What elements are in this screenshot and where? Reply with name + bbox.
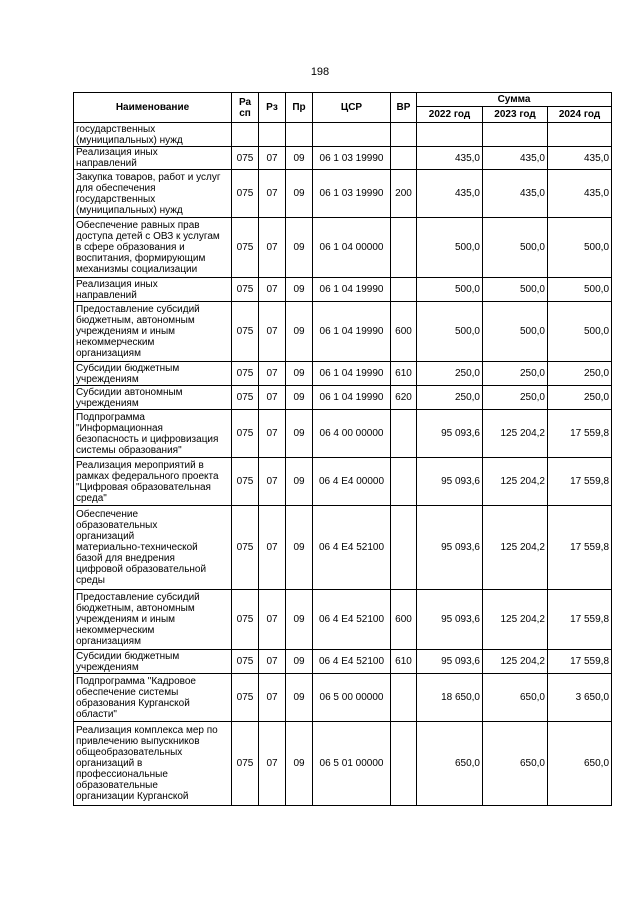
row-csr: 06 5 00 00000: [313, 674, 391, 722]
row-name: Обеспечение образовательных организаций материально-технической базой для внедрения цифровой образовательной среды: [74, 506, 232, 590]
row-name: Закупка товаров, работ и услуг для обеспечения государственных (муниципальных) нужд: [74, 170, 232, 218]
row-rz: 07: [259, 506, 286, 590]
row-rasp: 075: [232, 170, 259, 218]
row-2022: 250,0: [417, 386, 483, 410]
row-vr: [391, 123, 417, 147]
row-rasp: 075: [232, 147, 259, 170]
row-rz: 07: [259, 650, 286, 674]
header-rasp: Ра сп: [232, 93, 259, 123]
page-number: 198: [310, 66, 330, 78]
row-pr: [286, 123, 313, 147]
header-csr: ЦСР: [313, 93, 391, 123]
row-vr: [391, 218, 417, 278]
row-2022: 95 093,6: [417, 458, 483, 506]
row-pr: 09: [286, 410, 313, 458]
row-rz: 07: [259, 302, 286, 362]
row-rz: 07: [259, 362, 286, 386]
row-rasp: 075: [232, 458, 259, 506]
row-2024: [548, 123, 612, 147]
row-2023: 250,0: [483, 362, 548, 386]
table-row: [74, 302, 612, 362]
table-row: [74, 410, 612, 458]
row-name: Реализация мероприятий в рамках федерального проекта "Цифровая образовательная среда": [74, 458, 232, 506]
row-2023: 650,0: [483, 722, 548, 806]
row-2024: 500,0: [548, 218, 612, 278]
row-vr: [391, 147, 417, 170]
row-rasp: 075: [232, 650, 259, 674]
row-name: Обеспечение равных прав доступа детей с ОВЗ к услугам в сфере образования и воспитания, формирующим механизмы социализации: [74, 218, 232, 278]
header-2024: 2024 год: [548, 107, 612, 123]
row-2023: 435,0: [483, 170, 548, 218]
row-pr: 09: [286, 590, 313, 650]
row-csr: 06 4 E4 52100: [313, 650, 391, 674]
row-2023: 650,0: [483, 674, 548, 722]
row-vr: 610: [391, 362, 417, 386]
header-pr: Пр: [286, 93, 313, 123]
row-csr: [313, 123, 391, 147]
row-rasp: [232, 123, 259, 147]
row-name: Предоставление субсидий бюджетным, автономным учреждениям и иным некоммерческим организациям: [74, 302, 232, 362]
row-name: Подпрограмма "Информационная безопасность и цифровизация системы образования": [74, 410, 232, 458]
row-2023: 125 204,2: [483, 590, 548, 650]
row-csr: 06 4 00 00000: [313, 410, 391, 458]
row-pr: 09: [286, 362, 313, 386]
row-pr: 09: [286, 302, 313, 362]
row-vr: 610: [391, 650, 417, 674]
row-name: Субсидии автономным учреждениям: [74, 386, 232, 410]
table-row: [74, 278, 612, 302]
row-2024: 500,0: [548, 278, 612, 302]
row-2024: 250,0: [548, 386, 612, 410]
row-csr: 06 1 04 19990: [313, 278, 391, 302]
row-rz: 07: [259, 147, 286, 170]
row-rasp: 075: [232, 302, 259, 362]
row-pr: 09: [286, 147, 313, 170]
row-2023: 125 204,2: [483, 458, 548, 506]
row-rasp: 075: [232, 722, 259, 806]
table-row: [74, 506, 612, 590]
table-row: [74, 362, 612, 386]
table-row: [74, 458, 612, 506]
table-body: [74, 123, 612, 806]
row-rasp: 075: [232, 410, 259, 458]
row-vr: 200: [391, 170, 417, 218]
row-rz: [259, 123, 286, 147]
table-row: [74, 674, 612, 722]
header-2023: 2023 год: [483, 107, 548, 123]
row-2022: 18 650,0: [417, 674, 483, 722]
row-csr: 06 4 E4 00000: [313, 458, 391, 506]
table-row: [74, 123, 612, 147]
row-rz: 07: [259, 278, 286, 302]
row-rasp: 075: [232, 278, 259, 302]
table-row: [74, 170, 612, 218]
row-2023: 125 204,2: [483, 506, 548, 590]
row-2023: 500,0: [483, 302, 548, 362]
row-2022: 500,0: [417, 278, 483, 302]
row-2024: 3 650,0: [548, 674, 612, 722]
row-csr: 06 1 04 19990: [313, 386, 391, 410]
row-2024: 650,0: [548, 722, 612, 806]
header-2022: 2022 год: [417, 107, 483, 123]
row-pr: 09: [286, 218, 313, 278]
row-2023: 500,0: [483, 218, 548, 278]
row-2024: 435,0: [548, 147, 612, 170]
row-2023: 250,0: [483, 386, 548, 410]
row-name: государственных (муниципальных) нужд: [74, 123, 232, 147]
row-2022: 435,0: [417, 170, 483, 218]
row-pr: 09: [286, 722, 313, 806]
row-pr: 09: [286, 170, 313, 218]
row-2023: [483, 123, 548, 147]
row-vr: 620: [391, 386, 417, 410]
row-pr: 09: [286, 386, 313, 410]
row-vr: [391, 410, 417, 458]
row-vr: [391, 458, 417, 506]
row-2022: 435,0: [417, 147, 483, 170]
budget-table: [73, 92, 612, 806]
row-csr: 06 1 03 19990: [313, 147, 391, 170]
row-2022: 500,0: [417, 218, 483, 278]
row-2022: 95 093,6: [417, 590, 483, 650]
row-vr: [391, 506, 417, 590]
row-csr: 06 1 03 19990: [313, 170, 391, 218]
row-vr: [391, 722, 417, 806]
row-rasp: 075: [232, 386, 259, 410]
row-2024: 17 559,8: [548, 458, 612, 506]
row-pr: 09: [286, 650, 313, 674]
row-csr: 06 4 E4 52100: [313, 590, 391, 650]
row-vr: 600: [391, 590, 417, 650]
row-csr: 06 1 04 00000: [313, 218, 391, 278]
row-2024: 17 559,8: [548, 650, 612, 674]
row-2023: 125 204,2: [483, 410, 548, 458]
header-rz: Рз: [259, 93, 286, 123]
row-name: Субсидии бюджетным учреждениям: [74, 650, 232, 674]
header-name: Наименование: [74, 93, 232, 123]
row-name: Субсидии бюджетным учреждениям: [74, 362, 232, 386]
row-rasp: 075: [232, 674, 259, 722]
row-2024: 17 559,8: [548, 506, 612, 590]
row-2024: 435,0: [548, 170, 612, 218]
row-pr: 09: [286, 506, 313, 590]
row-2023: 500,0: [483, 278, 548, 302]
row-csr: 06 4 E4 52100: [313, 506, 391, 590]
row-name: Предоставление субсидий бюджетным, автономным учреждениям и иным некоммерческим организациям: [74, 590, 232, 650]
row-2024: 17 559,8: [548, 590, 612, 650]
row-name: Реализация иных направлений: [74, 147, 232, 170]
row-name: Реализация иных направлений: [74, 278, 232, 302]
row-2022: 95 093,6: [417, 650, 483, 674]
row-pr: 09: [286, 278, 313, 302]
row-rz: 07: [259, 170, 286, 218]
row-rz: 07: [259, 722, 286, 806]
row-csr: 06 1 04 19990: [313, 362, 391, 386]
table-row: [74, 590, 612, 650]
row-csr: 06 1 04 19990: [313, 302, 391, 362]
row-rasp: 075: [232, 506, 259, 590]
row-2022: 250,0: [417, 362, 483, 386]
row-2022: 500,0: [417, 302, 483, 362]
row-2023: 435,0: [483, 147, 548, 170]
row-name: Реализация комплекса мер по привлечению выпускников общеобразовательных организаций в профессиональные образовательные организации Курганской: [74, 722, 232, 806]
header-vr: ВР: [391, 93, 417, 123]
row-pr: 09: [286, 458, 313, 506]
row-2022: [417, 123, 483, 147]
row-rz: 07: [259, 410, 286, 458]
row-rz: 07: [259, 218, 286, 278]
row-2024: 250,0: [548, 362, 612, 386]
row-2023: 125 204,2: [483, 650, 548, 674]
header-summa: Сумма: [417, 93, 612, 107]
table-row: [74, 722, 612, 806]
row-2022: 95 093,6: [417, 506, 483, 590]
row-rz: 07: [259, 674, 286, 722]
row-rasp: 075: [232, 362, 259, 386]
row-2022: 650,0: [417, 722, 483, 806]
row-2024: 17 559,8: [548, 410, 612, 458]
row-2022: 95 093,6: [417, 410, 483, 458]
row-2024: 500,0: [548, 302, 612, 362]
table-row: [74, 147, 612, 170]
row-name: Подпрограмма "Кадровое обеспечение системы образования Курганской области": [74, 674, 232, 722]
row-vr: [391, 674, 417, 722]
row-csr: 06 5 01 00000: [313, 722, 391, 806]
row-rz: 07: [259, 386, 286, 410]
row-rasp: 075: [232, 590, 259, 650]
row-vr: 600: [391, 302, 417, 362]
row-rz: 07: [259, 458, 286, 506]
table-row: [74, 386, 612, 410]
row-vr: [391, 278, 417, 302]
row-rz: 07: [259, 590, 286, 650]
row-rasp: 075: [232, 218, 259, 278]
row-pr: 09: [286, 674, 313, 722]
table-row: [74, 218, 612, 278]
table-row: [74, 650, 612, 674]
